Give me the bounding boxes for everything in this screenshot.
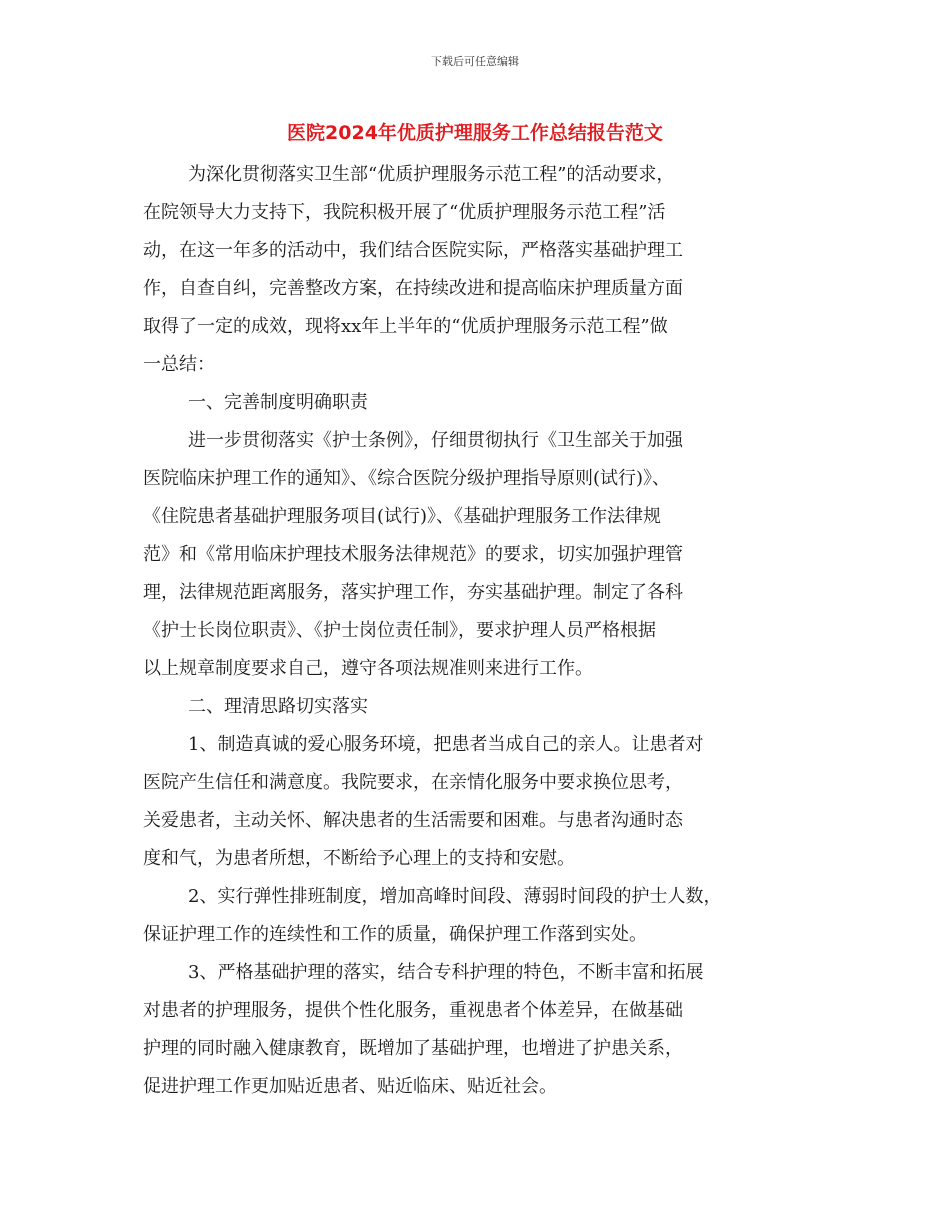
text-line: 以上规章制度要求自己，遵守各项法规准则来进行工作。 — [143, 658, 593, 679]
text-line: 进一步贯彻落实《护士条例》，仔细贯彻执行《卫生部关于加强 — [188, 430, 683, 451]
header-note: 下载后可任意编辑 — [431, 55, 519, 68]
text-line: 《住院患者基础护理服务项目(试行)》、《基础护理服务工作法律规 — [143, 506, 662, 527]
text-line: 在院领导大力支持下，我院积极开展了“优质护理服务示范工程”活 — [143, 202, 666, 223]
text-line: 《护士长岗位职责》、《护士岗位责任制》，要求护理人员严格根据 — [143, 620, 656, 641]
text-line: 度和气，为患者所想，不断给予心理上的支持和安慰。 — [143, 848, 575, 869]
text-line: 一、完善制度明确职责 — [188, 392, 368, 413]
text-line: 医院临床护理工作的通知》、《综合医院分级护理指导原则(试行)》、 — [143, 468, 671, 489]
document-title: 医院2024年优质护理服务工作总结报告范文 — [287, 122, 663, 144]
text-line: 动，在这一年多的活动中，我们结合医院实际，严格落实基础护理工 — [143, 240, 683, 261]
text-line: 取得了一定的成效，现将xx年上半年的“优质护理服务示范工程”做 — [143, 316, 668, 337]
text-line: 关爱患者，主动关怀、解决患者的生活需要和困难。与患者沟通时态 — [143, 810, 683, 831]
text-line: 对患者的护理服务，提供个性化服务，重视患者个体差异，在做基础 — [143, 1000, 683, 1021]
text-line: 1、制造真诚的爱心服务环境，把患者当成自己的亲人。让患者对 — [188, 734, 704, 755]
document-body — [143, 156, 813, 1106]
text-line: 保证护理工作的连续性和工作的质量，确保护理工作落到实处。 — [143, 924, 647, 945]
text-line: 医院产生信任和满意度。我院要求，在亲情化服务中要求换位思考， — [143, 772, 683, 793]
text-line: 二、理清思路切实落实 — [188, 696, 368, 717]
text-line: 范》和《常用临床护理技术服务法律规范》的要求，切实加强护理管 — [143, 544, 683, 565]
text-line: 理，法律规范距离服务，落实护理工作，夯实基础护理。制定了各科 — [143, 582, 683, 603]
text-line: 促进护理工作更加贴近患者、贴近临床、贴近社会。 — [143, 1076, 557, 1097]
text-line: 3、严格基础护理的落实，结合专科护理的特色，不断丰富和拓展 — [188, 962, 704, 983]
text-line: 护理的同时融入健康教育，既增加了基础护理，也增进了护患关系， — [143, 1038, 683, 1059]
text-line: 作，自查自纠，完善整改方案，在持续改进和提高临床护理质量方面 — [143, 278, 683, 299]
text-line: 一总结： — [143, 354, 215, 375]
text-line: 为深化贯彻落实卫生部“优质护理服务示范工程”的活动要求， — [188, 164, 675, 185]
text-line: 2、实行弹性排班制度，增加高峰时间段、薄弱时间段的护士人数， — [188, 886, 722, 907]
